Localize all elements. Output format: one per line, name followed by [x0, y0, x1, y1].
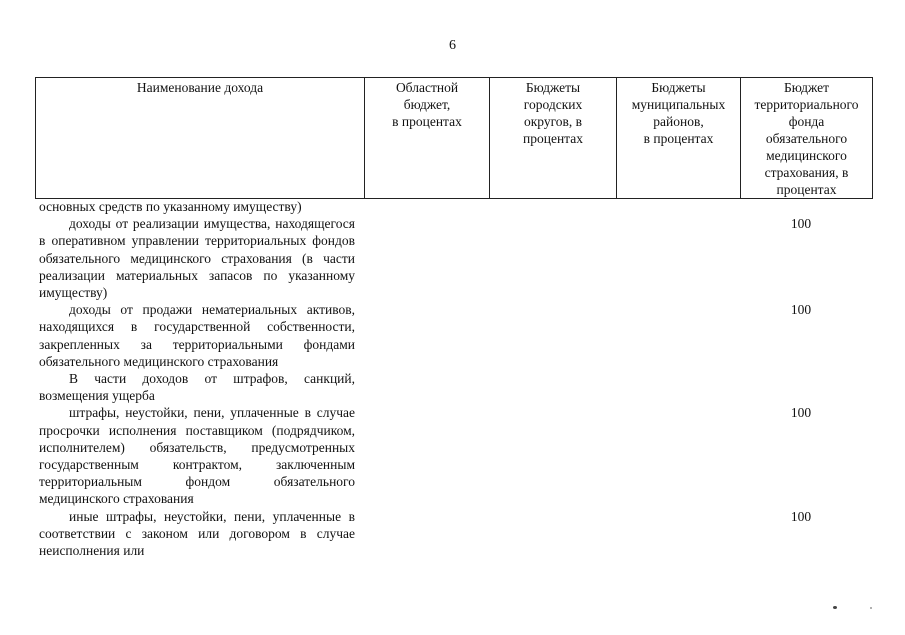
tfoms-percent: 100 — [790, 302, 812, 318]
header-line: в процентах — [643, 131, 714, 146]
tfoms-percent: 100 — [790, 216, 812, 232]
header-line: городских — [523, 97, 583, 112]
income-name: доходы от продажи нематериальных активов, находящихся в государственной собственности, закрепленных за территориальными фондами обязательного медицинского страхования — [39, 302, 355, 369]
header-row — [36, 78, 873, 199]
tfoms-percent: 100 — [790, 405, 812, 421]
scan-speck — [833, 606, 837, 609]
page-number: 6 — [449, 38, 456, 53]
header-line: процентах — [523, 131, 583, 146]
header-line: страхования, в — [764, 165, 849, 180]
table-row — [39, 370, 861, 404]
header-line: в процентах — [392, 114, 462, 129]
header-line: муниципальных — [631, 97, 726, 112]
income-name: штрафы, неустойки, пени, уплаченные в случае просрочки исполнения поставщиком (подрядчиком, исполнителем) обязательств, предусмотренных государственным контрактом, заключенным территориальным фондом обязательного медицинского страхования — [39, 405, 355, 507]
income-name: доходы от реализации имущества, находящегося в оперативном управлении территориальных фондов обязательного медицинского страхования (в части реализации материальных запасов по указанному имуществу) — [39, 216, 355, 301]
header-line: Бюджеты — [525, 80, 581, 95]
scan-speck — [870, 607, 872, 609]
tfoms-percent: 100 — [790, 508, 812, 524]
header-line: районов, — [653, 114, 704, 129]
header-line: процентах — [776, 182, 837, 197]
header-line: обязательного — [765, 131, 848, 146]
header-line: Бюджеты — [651, 80, 706, 95]
header-line: медицинского — [766, 148, 847, 163]
income-name: иные штрафы, неустойки, пени, уплаченные в соответствии с законом или договором в случае неисполнения или — [39, 508, 355, 559]
header-line: Областной — [395, 80, 459, 95]
header-line: Бюджет — [783, 80, 830, 95]
header-municipal-budgets — [617, 78, 741, 199]
header-line: Наименование дохода — [136, 80, 264, 95]
table-row — [39, 215, 861, 301]
table-row — [39, 404, 861, 507]
header-tfoms-budget — [741, 78, 873, 199]
header-line: фонда — [788, 114, 825, 129]
header-city-budgets — [490, 78, 617, 199]
table-row — [39, 198, 861, 215]
table-row — [39, 508, 861, 560]
header-line: округов, в — [523, 114, 583, 129]
income-rows — [39, 198, 861, 559]
header-income-name — [36, 78, 365, 199]
table-row — [39, 301, 861, 370]
header-line: бюджет, — [403, 97, 451, 112]
section-heading: В части доходов от штрафов, санкций, возмещения ущерба — [39, 371, 355, 404]
header-table — [35, 77, 873, 199]
header-regional-budget — [365, 78, 490, 199]
header-line: территориального — [754, 97, 859, 112]
income-name: основных средств по указанному имуществу) — [39, 199, 302, 214]
